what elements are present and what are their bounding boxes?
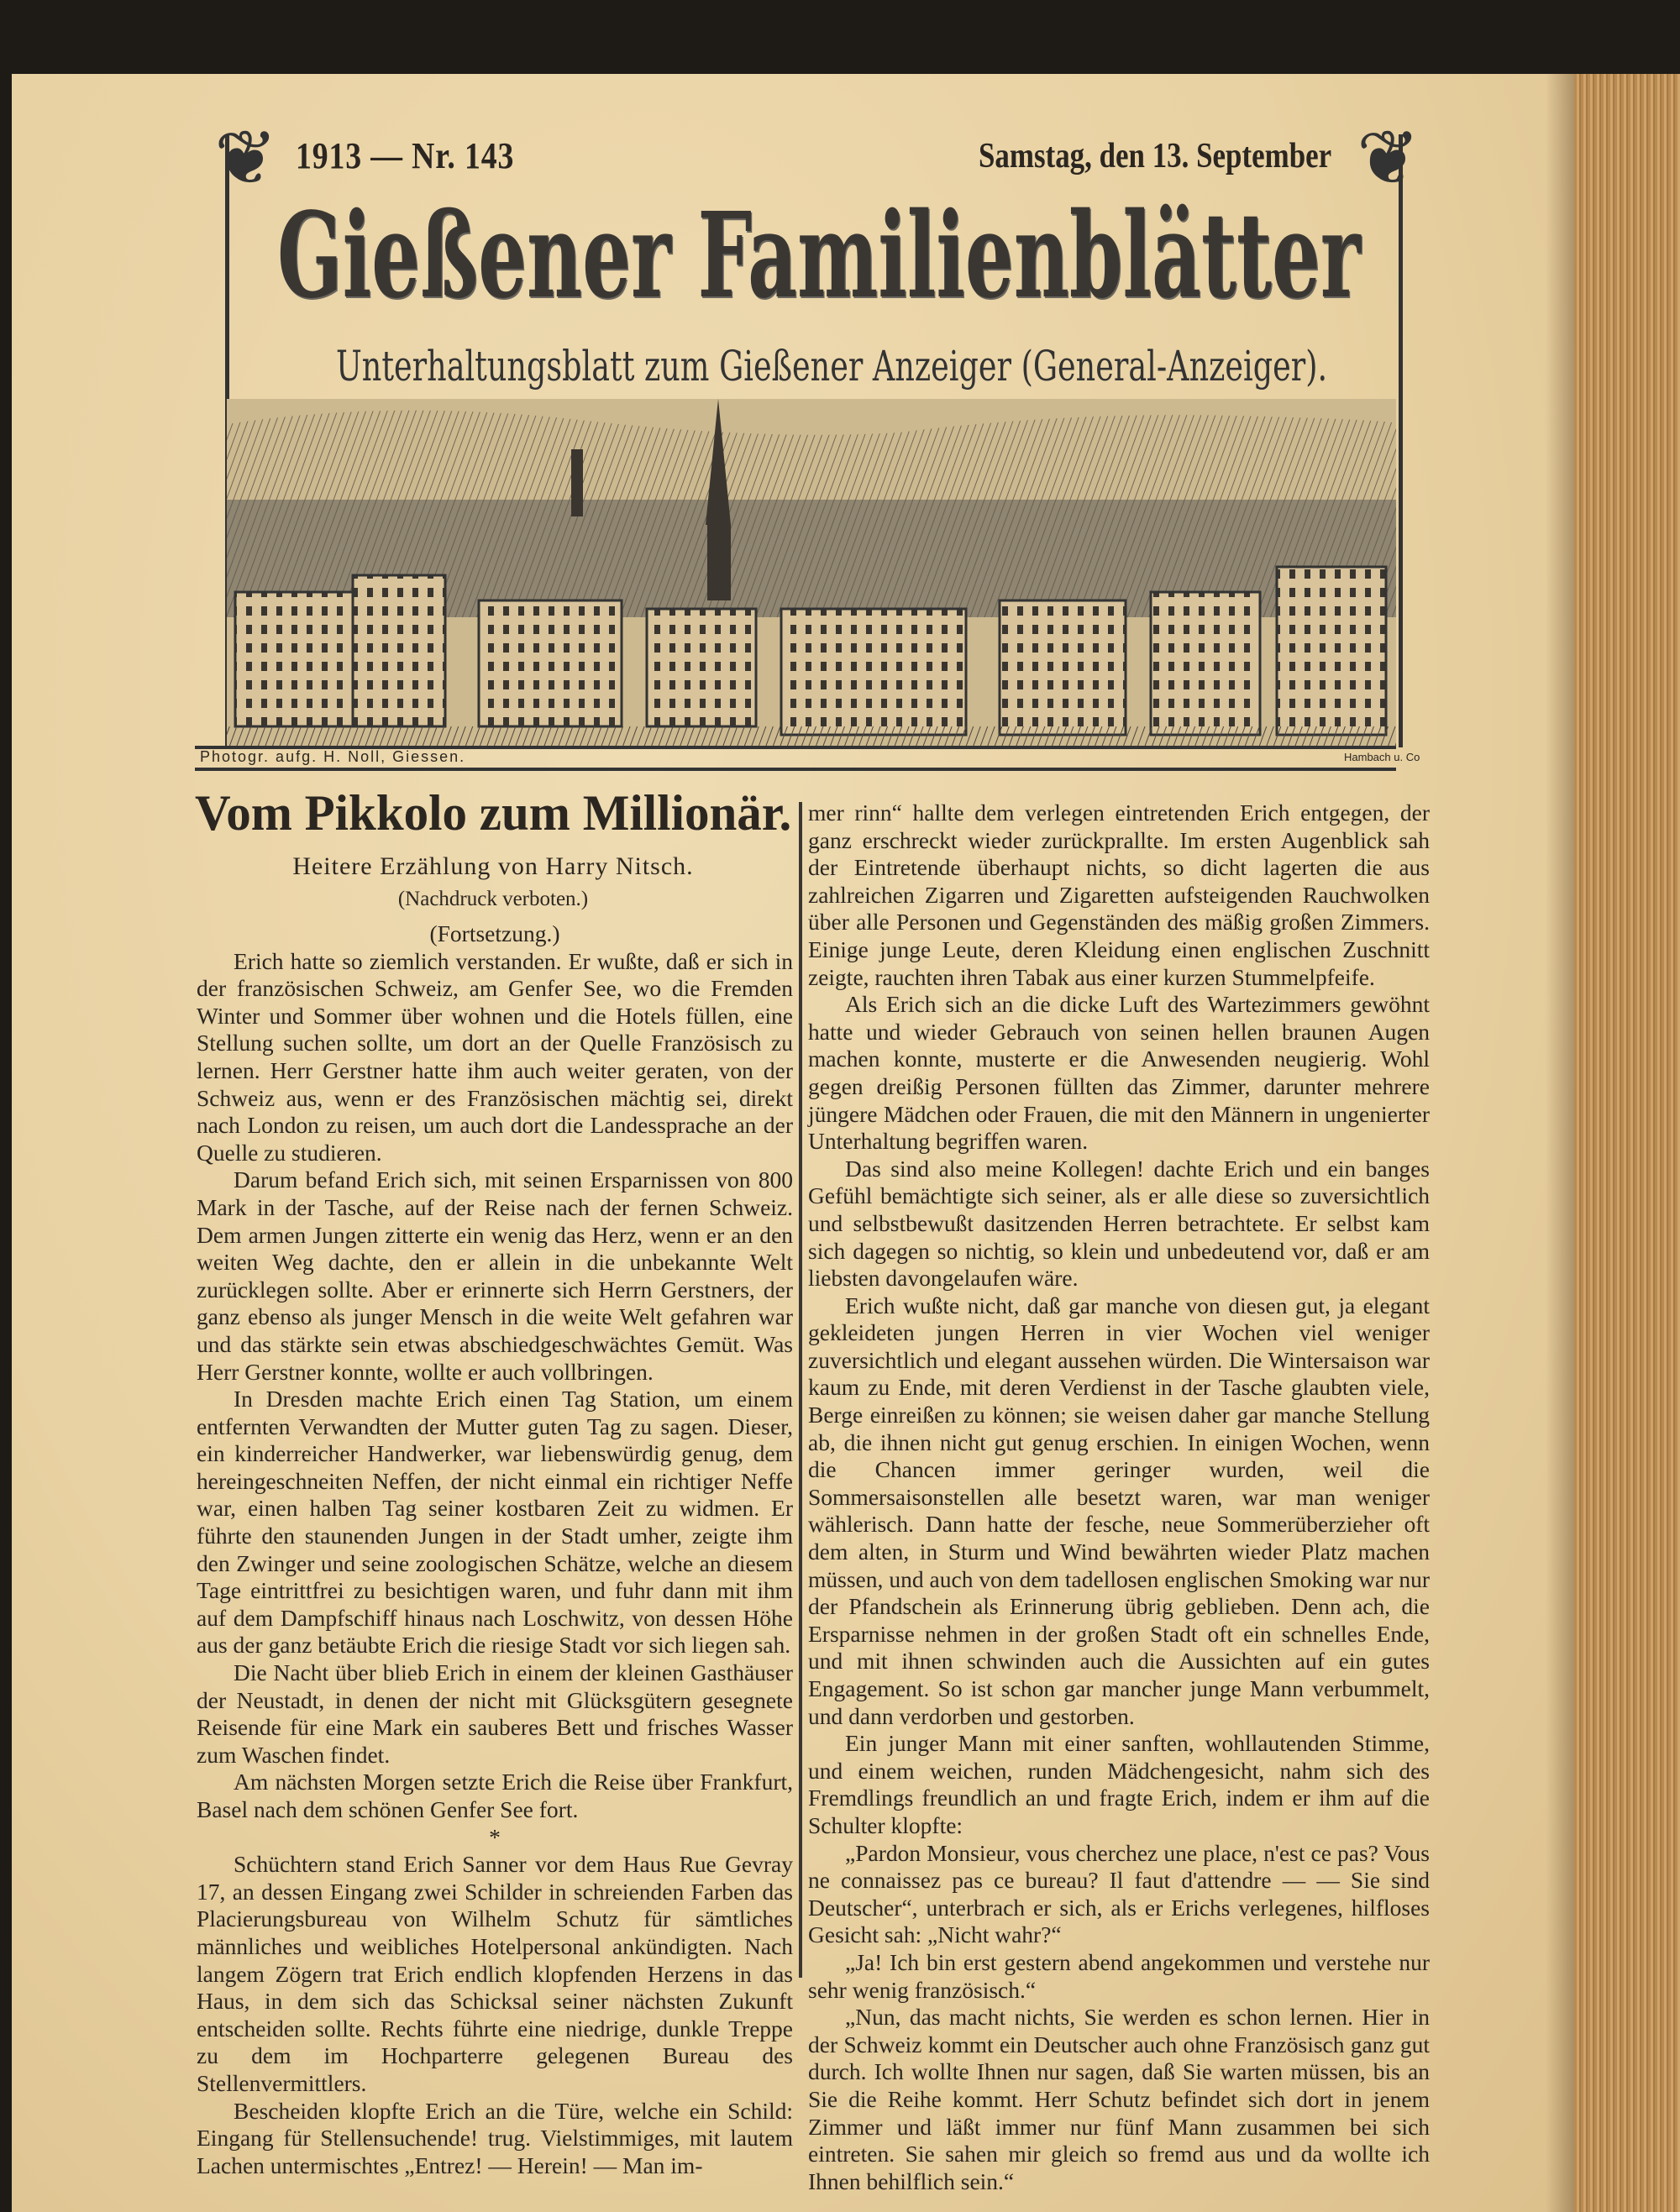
masthead-title: Gießener Familienblätter — [277, 187, 1361, 325]
column-rule — [799, 802, 802, 1978]
article-column-left — [197, 920, 793, 2179]
masthead-subtitle: Unterhaltungsblatt zum Gießener Anzeiger (General-Anzeiger). — [336, 342, 1328, 391]
article-title: Vom Pikkolo zum Millionär. — [195, 785, 792, 841]
reprint-notice: (Nachdruck verboten.) — [397, 888, 589, 910]
issue-date: Samstag, den 13. September — [979, 137, 1332, 176]
paragraph: Als Erich sich an die dicke Luft des Wartezimmers gewöhnt hatte und wieder Gebrauch von seinen hellen braunen Augen machen konnte, musterte er die Anwesenden neugierig. Wohl gegen dreißig Personen füllten das Zimmer, darunter mehrere jüngere Mädchen oder Frauen, die mit den Männern in ungenierter Unterhaltung begriffen waren. — [808, 991, 1430, 1155]
continuation-note: (Fortsetzung.) — [429, 920, 560, 946]
paragraph: Die Nacht über blieb Erich in einem der kleinen Gasthäuser der Neustadt, in denen der nicht mit Glücksgütern gesegnete Reisende für eine Mark ein sauberes Bett und frisches Wasser zum Waschen findet. — [197, 1659, 793, 1768]
article-byline: Heitere Erzählung von Harry Nitsch. — [292, 852, 694, 880]
paragraph: In Dresden machte Erich einen Tag Station, um einem entfernten Verwandten der Mutter guten Tag zu sagen. Dieser, ein kinderreicher Handwerker, war liebenswürdig genug, dem hereingeschneiten Neffen, der nicht einmal ein richtiger Neffe war, einen halben Tag seiner kostbaren Zeit zu widmen. Er führte den staunenden Jungen in der Stadt umher, zeigte ihm den Zwinger und seine zoologischen Schätze, welche an diesem Tage eintrittfrei zu besichtigen waren, und fuhr dann mit ihm auf dem Dampfschiff hinaus nach Loschwitz, von dessen Höhe aus der ganz betäubte Erich die riesige Stadt vor sich liegen sah. — [197, 1386, 793, 1659]
paragraph: „Nun, das macht nichts, Sie werden es schon lernen. Hier in der Schweiz kommt ein Deutscher auch ohne Französisch ganz gut durch. Ich wollte Ihnen nur sagen, daß Sie warten müssen, bis an Sie die Reihe kommt. Herr Schutz befindet sich dort in jenem Zimmer und läßt immer nur fünf Mann zusammen bei sich eintreten. Sie sahen mir gleich so fremd aus und da wollte ich Ihnen behilflich sein.“ — [808, 2004, 1430, 2194]
article-column-right — [808, 799, 1430, 2195]
paragraph: Erich wußte nicht, daß gar manche von diesen gut, ja elegant gekleideten jungen Herren in vier Wochen viel weniger zuversichtlich und elegant aussehen würden. Die Wintersaison war kaum zu Ende, mit deren Verdienst in der Tasche glaubten viele, Berge einreißen zu können; sie weisen daher gar manche Stellung ab, die ihnen nicht gut genug erschien. In einigen Wochen, wenn die Chancen immer geringer wurden, weil die Sommersaisonstellen alle besetzt waren, war man weniger wählerisch. Dann hatte der fesche, neue Sommerüberzieher oft dem alten, in Sturm und Wind bewährten wieder Platz machen müssen, und auch von dem tadellosen englischen Smoking war nur der Pfandschein als Erinnerung übrig geblieben. Denn ach, die Ersparnisse nehmen in der großen Stadt oft ein schnelles Ende, und mit ihnen schwinden auch die Aussichten auf ein gutes Engagement. So ist schon gar mancher junge Mann verbummelt, und dann verdorben und gestorben. — [808, 1292, 1430, 1729]
paragraph: Bescheiden klopfte Erich an die Türe, welche ein Schild: Eingang für Stellensuchende! trug. Vielstimmiges, mit lautem Lachen untermischtes „Entrez! — Herein! — Man im- — [197, 2097, 793, 2178]
city-panorama-illustration — [227, 399, 1396, 747]
paragraph: Schüchtern stand Erich Sanner vor dem Haus Rue Gevray 17, an dessen Eingang zwei Schilder in schreienden Farben das Placierungsbureau von Wilhelm Schutz für sämtliches männliches und weibliches Hotelpersonal ankündigten. Nach langem Zögern trat Erich endlich klopfenden Herzens in das Haus, in dem sich das Schicksal seiner nächsten Zukunft entscheiden sollte. Rechts führte eine niedrige, dunkle Treppe zu dem im Hochparterre gelegenen Bureau des Stellenvermittlers. — [197, 1851, 793, 2096]
paragraph: „Ja! Ich bin erst gestern abend angekommen und verstehe nur sehr wenig französisch.“ — [808, 1948, 1430, 2003]
ornament-left-icon: ❦ — [214, 118, 278, 201]
paragraph: „Pardon Monsieur, vous cherchez une place, n'est ce pas? Vous ne connaissez pas ce bureau? Il faut d'attendre — — Sie sind Deutscher“, unterbrach er sich, als er Erichs verlegenes, hilfloses Gesicht sah: „Nicht wahr?“ — [808, 1839, 1430, 1948]
paragraph: Darum befand Erich sich, mit seinen Ersparnissen von 800 Mark in der Tasche, auf der Reise nach der fernen Schweiz. Dem armen Jungen zitterte ein wenig das Herz, wenn er an den weiten Weg dachte, den er allein in die unbekannte Welt zurücklegen sollte. Aber er erinnerte sich Herrn Gerstners, der ganz ebenso als junger Mensch in die weite Welt gefahren war und das stärkte sein etwas abschiedgeschwächtes Gemüt. Was Herr Gerstner konnte, wollte er auch vollbringen. — [197, 1166, 793, 1385]
book-page-edges — [1574, 74, 1680, 2212]
photo-credit: Photogr. aufg. H. Noll, Giessen. — [200, 748, 466, 765]
paragraph: Am nächsten Morgen setzte Erich die Reise über Frankfurt, Basel nach dem schönen Genfer See fort. — [197, 1769, 793, 1822]
engraver-credit: Hambach u. Co — [1344, 751, 1420, 763]
paragraph: Ein junger Mann mit einer sanften, wohllautenden Stimme, und einem weichen, runden Mädchengesicht, nahm sich des Fremdlings freundlich an und fragte Erich, indem er ihm auf die Schulter klopfte: — [808, 1730, 1430, 1838]
paragraph: Erich hatte so ziemlich verstanden. Er wußte, daß er sich in der französischen Schweiz, am Genfer See, wo die Fremden Winter und Sommer über wohnen und die Hotels füllen, eine Stellung suchen sollte, um dort an der Quelle Französisch zu lernen. Herr Gerstner hatte ihm auch weiter geraten, von der Schweiz aus, wenn er des Französischen mächtig sei, direkt nach London zu reisen, um auch dort die Landessprache an der Quelle zu studieren. — [197, 947, 793, 1166]
ornament-right-icon: ❦ — [1357, 118, 1420, 201]
section-separator: * — [489, 1823, 501, 1850]
paragraph: mer rinn“ hallte dem verlegen eintretenden Erich entgegen, der ganz erschreckt wieder zurückprallte. Im ersten Augenblick sah der Eintretende überhaupt nichts, so dicht lagerten die aus zahlreichen Zigarren und Zigaretten aufsteigenden Rauchwolken über alle Personen und Gegenständen des mäßig großen Zimmers. Einige junge Leute, deren Kleidung einen englischen Zuschnitt zeigte, rauchten ihren Tabak aus einer kurzen Stummelpfeife. — [808, 799, 1430, 990]
paragraph: Das sind also meine Kollegen! dachte Erich und ein banges Gefühl bemächtigte sich seiner, als er alle diese so zuversichtlich und selbstbewußt dasitzenden Herren betrachtete. Er selbst kam sich dagegen so nichtig, so klein und unbedeutend vor, daß er am liebsten davongelaufen wäre. — [808, 1155, 1430, 1292]
issue-number: 1913 — Nr. 143 — [296, 135, 515, 176]
